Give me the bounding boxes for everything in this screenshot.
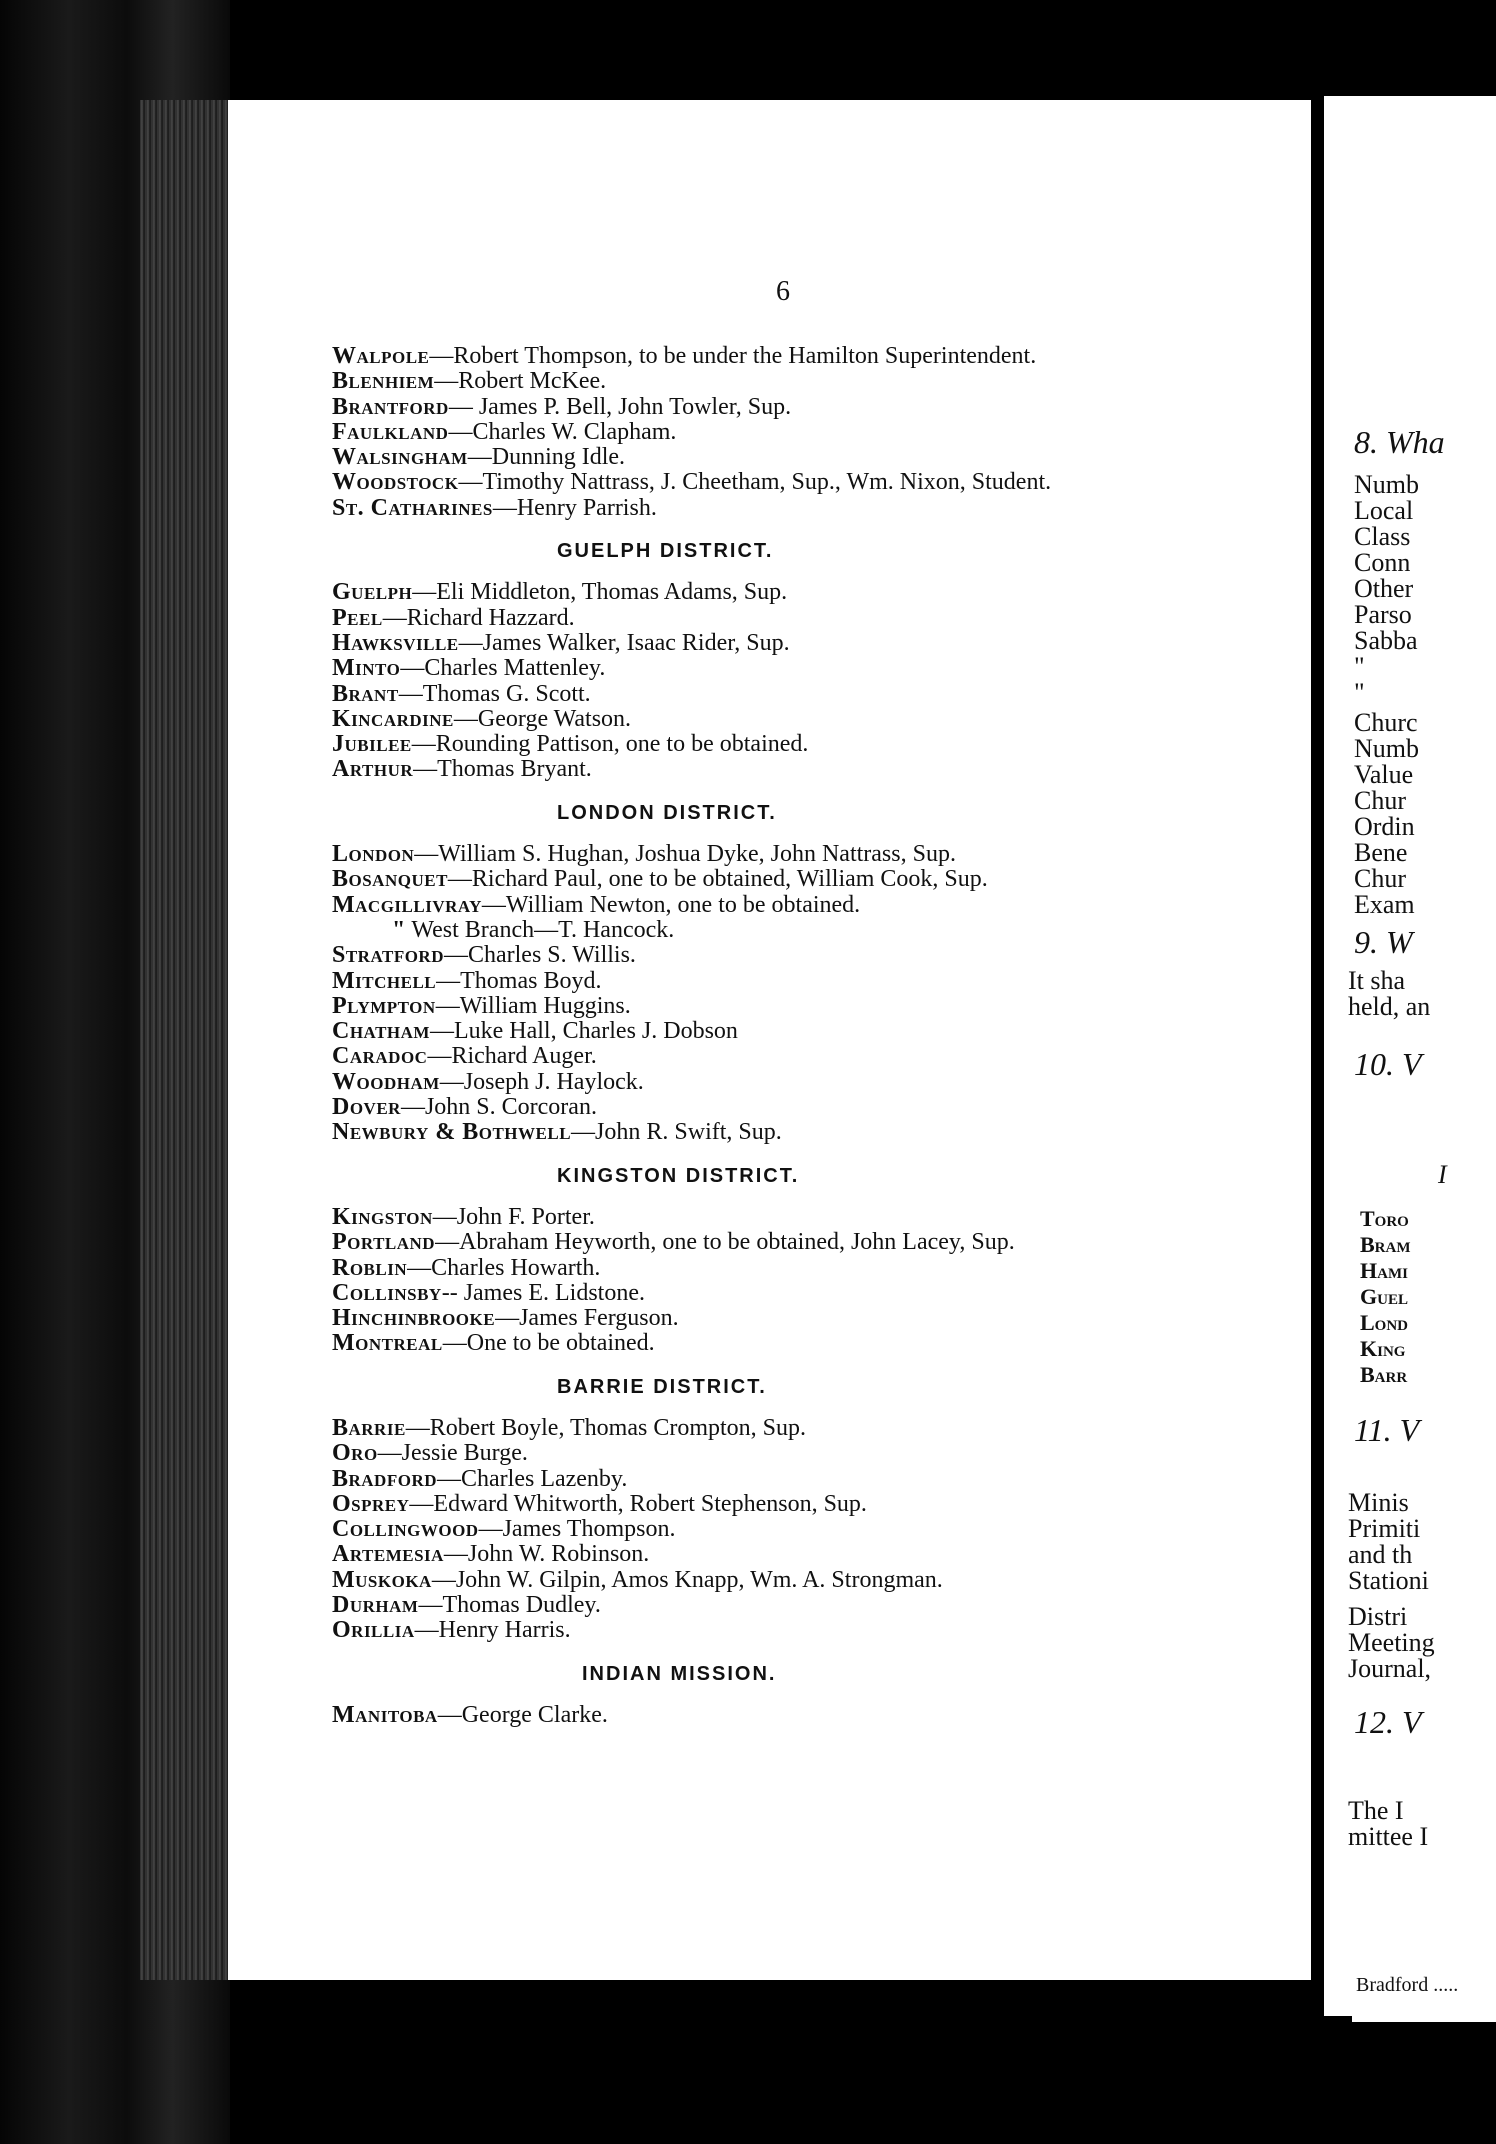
station-entry	[332, 1331, 1232, 1356]
station-name: Barrie	[332, 1414, 406, 1441]
station-entry	[332, 606, 1232, 631]
station-ministers: —Robert Thompson, to be under the Hamilton Superintendent.	[429, 343, 1037, 369]
station-entry	[332, 943, 1232, 968]
station-entry	[332, 1441, 1232, 1466]
station-entry	[332, 918, 1232, 943]
facing-text-line: 11. V	[1354, 1412, 1420, 1448]
district-heading: BARRIE DISTRICT.	[557, 1375, 767, 1398]
station-ministers: —Rounding Pattison, one to be obtained.	[411, 731, 809, 758]
station-name: Jubilee	[332, 731, 412, 758]
station-name: Woodstock	[332, 469, 459, 496]
station-ministers: —John F. Porter.	[432, 1203, 595, 1230]
station-name: Woodham	[332, 1068, 440, 1095]
station-ministers: —George Watson.	[453, 705, 632, 732]
station-name: Bradford	[332, 1465, 437, 1492]
facing-text-line: Minis	[1348, 1488, 1409, 1517]
station-ministers: —John W. Gilpin, Amos Knapp, Wm. A. Strongman.	[431, 1566, 943, 1593]
station-name: Mitchell	[332, 967, 437, 994]
station-ministers: —One to be obtained.	[442, 1330, 655, 1357]
station-name: Guelph	[332, 579, 413, 606]
station-name: Portland	[332, 1229, 436, 1256]
facing-text-line: Distri	[1348, 1602, 1408, 1631]
station-ministers: —Charles Lazenby.	[437, 1465, 628, 1492]
station-name: Stratford	[332, 942, 444, 969]
facing-text-line: 10. V	[1354, 1046, 1422, 1082]
station-ministers: —William Newton, one to be obtained.	[481, 891, 861, 918]
facing-text-line: and th	[1348, 1540, 1413, 1569]
station-entry	[332, 994, 1232, 1019]
station-entry	[332, 496, 1232, 521]
station-entry	[332, 631, 1232, 656]
facing-text-line: Chur	[1354, 864, 1406, 893]
station-name: Blenhiem	[332, 368, 435, 395]
station-entry	[332, 344, 1232, 369]
station-entry	[332, 1618, 1232, 1643]
facing-page	[1318, 96, 1496, 2016]
station-ministers: —Thomas Dudley.	[418, 1592, 601, 1619]
station-name: Artemesia	[332, 1541, 444, 1568]
station-name: Kincardine	[332, 705, 454, 732]
station-entry	[332, 969, 1232, 994]
station-name: Orillia	[332, 1617, 415, 1644]
station-entry	[332, 1568, 1232, 1593]
station-entry	[332, 1703, 1232, 1728]
facing-text-line: Primiti	[1348, 1514, 1421, 1543]
station-ministers: —James Ferguson.	[495, 1305, 679, 1332]
station-entry	[332, 1306, 1232, 1331]
station-entry	[332, 732, 1232, 757]
station-ministers: — James P. Bell, John Towler, Sup.	[448, 393, 792, 420]
station-entry	[332, 1205, 1232, 1230]
facing-text-line: Ordin	[1354, 812, 1415, 841]
station-ministers: —George Clarke.	[437, 1701, 608, 1728]
station-entry	[332, 1517, 1232, 1542]
facing-text-line: Churc	[1354, 708, 1418, 737]
station-ministers: —Richard Hazzard.	[382, 604, 575, 631]
facing-text-line: Sabba	[1354, 626, 1418, 655]
station-entry	[332, 1019, 1232, 1044]
station-entry	[332, 1542, 1232, 1567]
station-name: Collingwood	[332, 1516, 479, 1543]
station-name: Arthur	[332, 756, 414, 783]
facing-text-line: Bram	[1360, 1232, 1411, 1257]
station-ministers: —Luke Hall, Charles J. Dobson	[429, 1018, 738, 1045]
station-ministers: —Thomas Boyd.	[436, 967, 602, 994]
gutter-shadow	[1318, 96, 1324, 2016]
station-entry	[332, 707, 1232, 732]
page-number: 6	[776, 276, 790, 307]
station-entry	[332, 1044, 1232, 1069]
station-entry	[332, 1281, 1232, 1306]
facing-text-line: held, an	[1348, 992, 1431, 1021]
station-name: St. Catharines	[332, 494, 493, 521]
station-name: Roblin	[332, 1254, 408, 1281]
station-entry	[332, 420, 1232, 445]
station-name: Minto	[332, 655, 401, 682]
station-ministers: —Robert McKee.	[434, 368, 607, 395]
station-ministers: —Timothy Nattrass, J. Cheetham, Sup., Wm. Nixon, Student.	[458, 469, 1052, 496]
facing-text-line: Lond	[1360, 1310, 1409, 1335]
district-heading: GUELPH DISTRICT.	[557, 540, 774, 563]
station-name: Macgillivray	[332, 891, 482, 918]
station-name: Montreal	[332, 1330, 443, 1357]
facing-text-line: Journal,	[1348, 1654, 1432, 1683]
station-name: Brant	[332, 680, 399, 707]
station-ministers: —Henry Parrish.	[492, 494, 657, 521]
station-name: Brantford	[332, 393, 449, 420]
station-name: Chatham	[332, 1018, 430, 1045]
station-name: Manitoba	[332, 1701, 438, 1728]
district-heading: KINGSTON DISTRICT.	[557, 1164, 800, 1187]
station-entry	[332, 445, 1232, 470]
station-ministers: —James Walker, Isaac Rider, Sup.	[458, 629, 790, 656]
station-entry	[332, 369, 1232, 394]
district-heading: LONDON DISTRICT.	[557, 801, 777, 824]
station-ministers: —Joseph J. Haylock.	[439, 1068, 644, 1095]
station-entry	[332, 470, 1232, 495]
station-name: Dover	[332, 1094, 401, 1121]
station-entry	[332, 580, 1232, 605]
facing-text-line: 12. V	[1354, 1704, 1422, 1740]
facing-text-line: 9. W	[1354, 924, 1413, 960]
station-ministers: —Thomas Bryant.	[413, 756, 592, 783]
station-ministers: —Charles S. Willis.	[443, 942, 636, 969]
facing-text-line: mittee I	[1348, 1822, 1429, 1851]
station-entry	[332, 1256, 1232, 1281]
facing-text-line: Local	[1354, 496, 1414, 525]
facing-text-line: Barr	[1360, 1362, 1408, 1387]
station-ministers: —John R. Swift, Sup.	[571, 1119, 782, 1146]
station-name: Collinsby	[332, 1279, 442, 1306]
facing-text-line: "	[1354, 678, 1365, 707]
facing-text-line: The I	[1348, 1796, 1404, 1825]
facing-text-line: "	[1354, 652, 1365, 681]
station-name: Muskoka	[332, 1566, 432, 1593]
station-name: Hinchinbrooke	[332, 1305, 496, 1332]
station-ministers: —Thomas G. Scott.	[398, 680, 591, 707]
facing-text-line: Class	[1354, 522, 1411, 551]
station-name: Bosanquet	[332, 866, 448, 893]
station-ministers: —John S. Corcoran.	[400, 1094, 597, 1121]
station-name: Newbury & Bothwell	[332, 1119, 572, 1146]
station-name: Osprey	[332, 1490, 410, 1517]
facing-text-line: Numb	[1354, 470, 1419, 499]
station-entry	[332, 893, 1232, 918]
facing-text-line: It sha	[1348, 966, 1406, 995]
facing-text-line: Bene	[1354, 838, 1408, 867]
station-ministers: —John W. Robinson.	[443, 1541, 650, 1568]
facing-text-line: Chur	[1354, 786, 1406, 815]
facing-text-line: I	[1438, 1160, 1447, 1189]
station-list	[332, 344, 1232, 1728]
main-page	[228, 100, 1311, 1980]
station-name: Oro	[332, 1440, 378, 1467]
station-name: Walsingham	[332, 444, 468, 471]
facing-text-line: Toro	[1360, 1206, 1409, 1231]
station-entry	[332, 1095, 1232, 1120]
station-entry	[332, 842, 1232, 867]
facing-text-line: 8. Wha	[1354, 424, 1445, 460]
station-ministers: —Charles Mattenley.	[400, 655, 606, 682]
station-name: Walpole	[332, 343, 430, 369]
station-name: Hawksville	[332, 629, 459, 656]
station-ministers: —Richard Paul, one to be obtained, William Cook, Sup.	[447, 866, 988, 893]
station-entry	[332, 656, 1232, 681]
facing-text-line: Numb	[1354, 734, 1419, 763]
station-ministers: —James Thompson.	[478, 1516, 676, 1543]
station-ministers: —Abraham Heyworth, one to be obtained, John Lacey, Sup.	[435, 1229, 1015, 1256]
facing-text-line: King	[1360, 1336, 1406, 1361]
facing-text-line: Stationi	[1348, 1566, 1429, 1595]
station-ministers: —Eli Middleton, Thomas Adams, Sup.	[412, 579, 788, 606]
facing-text-line: Meeting	[1348, 1628, 1435, 1657]
station-ministers: -- James E. Lidstone.	[441, 1279, 645, 1306]
station-ministers: —William S. Hughan, Joshua Dyke, John Nattrass, Sup.	[414, 841, 956, 868]
station-entry	[332, 1230, 1232, 1255]
station-ministers: —Charles Howarth.	[407, 1254, 601, 1281]
station-name: Caradoc	[332, 1043, 428, 1070]
station-name: Peel	[332, 604, 383, 631]
facing-text-line: Other	[1354, 574, 1414, 603]
page-edges	[140, 100, 240, 1980]
station-entry	[332, 1070, 1232, 1095]
station-entry	[332, 757, 1232, 782]
station-ministers: —Charles W. Clapham.	[448, 418, 677, 445]
station-ministers: —Henry Harris.	[414, 1617, 571, 1644]
station-name: Plympton	[332, 992, 436, 1019]
station-ministers: —William Huggins.	[435, 992, 631, 1019]
station-name: Kingston	[332, 1203, 433, 1230]
station-entry	[332, 1120, 1232, 1145]
station-entry	[332, 867, 1232, 892]
station-ministers: West Branch—T. Hancock.	[405, 916, 675, 943]
station-entry	[332, 682, 1232, 707]
station-name: Faulkland	[332, 418, 449, 445]
station-name: "	[392, 916, 406, 943]
station-ministers: —Dunning Idle.	[467, 444, 626, 471]
station-entry	[332, 1467, 1232, 1492]
station-entry	[332, 1593, 1232, 1618]
station-entry	[332, 1416, 1232, 1441]
facing-text-line: Exam	[1354, 890, 1415, 919]
station-name: London	[332, 841, 415, 868]
facing-text-line: Parso	[1354, 600, 1412, 629]
facing-text-line: Guel	[1360, 1284, 1408, 1309]
station-ministers: —Jessie Burge.	[377, 1440, 528, 1467]
station-ministers: —Robert Boyle, Thomas Crompton, Sup.	[405, 1414, 807, 1441]
district-heading: INDIAN MISSION.	[582, 1662, 777, 1685]
facing-text-line: Value	[1354, 760, 1414, 789]
facing-text-line: Hami	[1360, 1258, 1408, 1283]
station-entry	[332, 395, 1232, 420]
station-ministers: —Richard Auger.	[427, 1043, 597, 1070]
facing-text-line: Conn	[1354, 548, 1411, 577]
reversed-bleed-text: Bradford .....	[1352, 1972, 1496, 2022]
station-name: Durham	[332, 1592, 419, 1619]
station-entry	[332, 1492, 1232, 1517]
station-ministers: —Edward Whitworth, Robert Stephenson, Sup.	[409, 1490, 867, 1517]
